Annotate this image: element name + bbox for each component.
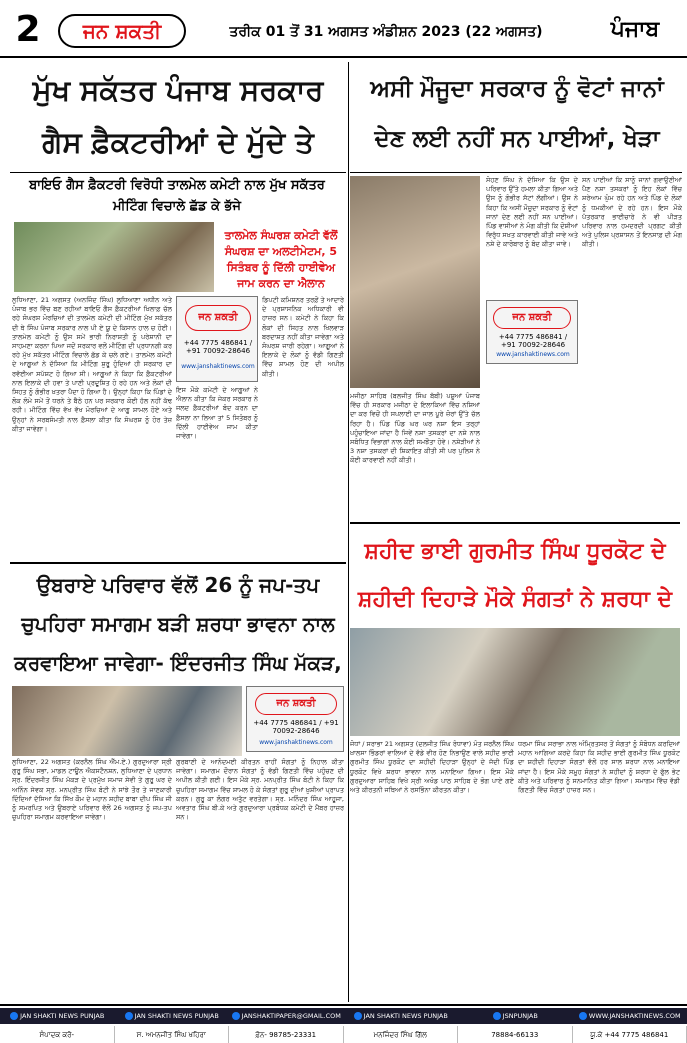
advert-phone: +44 7775 486841 / +91 70092-28646 (183, 339, 253, 355)
social-link[interactable]: JAN SHAKTI NEWS PUNJAB (344, 1008, 459, 1024)
section-title: ਪੰਜਾਬ (610, 17, 660, 42)
story4-body-column: ਲੁਧਿਆਣਾ, 22 ਅਗਸਤ (ਕਰਨੈਲ ਸਿੰਘ ਐੱਮ.ਏ.) ਗੁਰਦੁਆਰਾ ਸ੍ਰੀ ਗੁਰੂ ਸਿੰਘ ਸਭਾ, ਮਾਡਲ ਟਾਊਨ ਐਕਸਟੈਨਸ਼ਨ, ਲੁਧਿਆਣਾ ਦੇ ਪ੍ਰਧਾਨ ਸ੍ਰ. ਇੰਦਰਜੀਤ ਸਿੰਘ ਮੱਕੜ ਦੇ ਪ੍ਰਮੁੱਖ ਸਮਾਜ ਸੇਵੀ ਤੇ ਗੁਰੂ ਘਰ ਦੇ ਅਨਿੰਨ ਸੇਵਕ ਸ੍ਰ. ਮਨਪ੍ਰੀਤ ਸਿੰਘ ਬੰਟੀ ਨੇ ਸਾਂਝੇ ਤੌਰ ਤੇ ਜਾਣਕਾਰੀ ਦਿੰਦਿਆਂ ਦੱਸਿਆ ਕਿ ਸਿੱਖ ਕੌਮ ਦੇ ਮਹਾਨ ਸ਼ਹੀਦ ਬਾਬਾ ਦੀਪ ਸਿੰਘ ਜੀ ਨੂੰ ਸਮਰਪਿਤ ਅਤੇ ਉਬਰਾਏ ਪਰਿਵਾਰ ਵੱਲੋਂ 26 ਅਗਸਤ ਨੂੰ ਜਪ-ਤਪ ਚੁਪਹਿਰਾ ਸਮਾਗਮ ਕਰਵਾਇਆ ਜਾਵੇਗਾ। (12, 758, 172, 822)
advert-box[interactable] (486, 300, 578, 364)
story3-headline[interactable]: ਸ਼ਹੀਦ ਭਾਈ ਗੁਰਮੀਤ ਸਿੰਘ ਧੂਰਕੋਟ ਦੇ ਸ਼ਹੀਦੀ ਦਿਹਾੜੇ ਮੌਕੇ ਸੰਗਤਾਂ ਨੇ ਸ਼ਰਧਾ ਦੇ (350, 522, 680, 624)
story1-subhead: ਬਾਇਓ ਗੈਸ ਫ਼ੈਕਟਰੀ ਵਿਰੋਧੀ ਤਾਲਮੇਲ ਕਮੇਟੀ ਨਾਲ ਮੁੱਖ ਸਕੱਤਰ ਮੀਟਿੰਗ ਵਿਚਾਲੇ ਛੱਡ ਕੇ ਭੱਜੇ (29, 178, 325, 214)
masthead (0, 0, 687, 58)
credit-item: ਮਨਜਿੰਦਰ ਸਿੰਘ ਗਿੱਲ (344, 1026, 459, 1043)
dateline: ਤਰੀਕ 01 ਤੋਂ 31 ਅਗਸਤ ਅੰਡੀਸ਼ਨ 2023 (22 ਅਗਸਤ) (229, 24, 543, 40)
mail-icon (232, 1012, 240, 1020)
credit-item: ਫ਼ੋਨ- 98785-23331 (229, 1026, 344, 1043)
story1-body-column: ਡਿਪਟੀ ਕਮਿਸ਼ਨਰ ਤਰਫ਼ੋਂ ਤੇ ਆਦਾਰੇ ਦੇ ਪ੍ਰਸ਼ਾਸਨਿਕ ਅਧਿਕਾਰੀ ਵੀ ਹਾਜ਼ਰ ਸਨ। ਕਮੇਟੀ ਨੇ ਕਿਹਾ ਕਿ ਲੋਕਾਂ ਦੀ ਸਿਹਤ ਨਾਲ ਖਿਲਵਾੜ ਬਰਦਾਸ਼ਤ ਨਹੀਂ ਕੀਤਾ ਜਾਵੇਗਾ ਅਤੇ ਸੰਘਰਸ਼ ਜਾਰੀ ਰਹੇਗਾ। ਆਗੂਆਂ ਨੇ ਇਲਾਕੇ ਦੇ ਲੋਕਾਂ ਨੂੰ ਵੱਡੀ ਗਿਣਤੀ ਵਿੱਚ ਸ਼ਾਮਲ ਹੋਣ ਦੀ ਅਪੀਲ ਕੀਤੀ। (262, 296, 344, 378)
story3-photo (350, 628, 680, 736)
story2-body-column: ਮਜੀਠਾ ਸਾਹਿਬ (ਬਲਜੀਤ ਸਿੰਘ ਬੱਬੀ) ਪਸ਼ੂਆਂ ਪੰਜਾਬ ਵਿੱਚ ਹੀ ਸਰਕਾਰ ਮਜੀਠਾ ਦੇ ਇਲਾਕਿਆਂ ਵਿੱਚ ਨਸ਼ਿਆਂ ਦਾ ਕਰ ਵਿਚੋਂ ਹੀ ਸਪਲਾਈ ਦਾ ਜਾਲ ਪੂਰੇ ਜ਼ੋਰਾਂ ਉੱਤੇ ਚੱਲ ਰਿਹਾ ਹੈ। ਪਿੰਡ ਪਿੰਡ ਘਰ ਘਰ ਨਸ਼ਾ ਇਸ ਤਰ੍ਹਾਂ ਪਹੁੰਚਾਇਆ ਜਾਂਦਾ ਹੈ ਜਿਵੇਂ ਨਸ਼ਾ ਤਸਕਰਾਂ ਦਾ ਨਸ਼ੇ ਨਾਲ ਸਬੰਧਿਤ ਵਿਭਾਗਾਂ ਨਾਲ ਕੋਈ ਸਮਝੌਤਾ ਹੋਵੇ। ਨਸ਼ੇੜੀਆਂ ਨੇ 3 ਨਸ਼ਾ ਤਸਕਰਾਂ ਦੀ ਸ਼ਿਕਾਇਤ ਕੀਤੀ ਸੀ ਪਰ ਪੁਲਿਸ ਨੇ ਕੋਈ ਕਾਰਵਾਈ ਨਹੀਂ ਕੀਤੀ। (350, 392, 480, 465)
globe-icon (579, 1012, 587, 1020)
facebook-icon (10, 1012, 18, 1020)
story2-photo (350, 176, 480, 388)
story2-body-column: ਸੋਹਣ ਸਿੰਘ ਨੇ ਦੱਸਿਆ ਕਿ ਉਸ ਦੇ ਪਰਿਵਾਰ ਉੱਤੇ ਹਮਲਾ ਕੀਤਾ ਗਿਆ ਅਤੇ ਉਸ ਨੂੰ ਗੰਭੀਰ ਸੱਟਾਂ ਲੱਗੀਆਂ। ਉਸ ਨੇ ਕਿਹਾ ਕਿ ਅਸੀਂ ਮੌਜੂਦਾ ਸਰਕਾਰ ਨੂੰ ਵੋਟਾਂ ਜਾਨਾਂ ਦੇਣ ਲਈ ਨਹੀਂ ਸਨ ਪਾਈਆਂ। ਪਿੰਡ ਵਾਸੀਆਂ ਨੇ ਮੰਗ ਕੀਤੀ ਕਿ ਦੋਸ਼ੀਆਂ ਵਿਰੁੱਧ ਸਖ਼ਤ ਕਾਰਵਾਈ ਕੀਤੀ ਜਾਵੇ ਅਤੇ ਨਸ਼ੇ ਦੇ ਕਾਰੋਬਾਰ ਨੂੰ ਬੰਦ ਕੀਤਾ ਜਾਵੇ। (486, 176, 578, 249)
advert-website[interactable]: www.janshaktinews.com (496, 351, 570, 358)
social-link[interactable]: JSNPUNJAB (458, 1008, 573, 1024)
credit-item: ਯੂ.ਕੇ +44 7775 486841 (573, 1026, 687, 1043)
social-link[interactable]: JAN SHAKTI NEWS PUNJAB (115, 1008, 230, 1024)
credits-bar (0, 1026, 687, 1043)
advert-logo: ਜਨ ਸ਼ਕਤੀ (493, 307, 571, 329)
story3-body-column: ਜੋਧਾਂ / ਸਰਾਭਾ 21 ਅਗਸਤ (ਦਲਜੀਤ ਸਿੰਘ ਰੰਧਾਵਾ) ਮੰਤ ਜਰਨੈਲ ਸਿੰਘ ਖ਼ਾਲਸਾ ਭਿੰਡਰਾਂ ਵਾਲਿਆਂ ਦੇ ਵੱਡੇ ਵੀਰ ਹੋਣ ਨਿਭਾਉਣ ਵਾਲੇ ਸਹੀਦ ਭਾਈ ਗੁਰਮੀਤ ਸਿੰਘ ਧੂਰਕੋਟ ਦਾ ਸ਼ਹੀਦੀ ਦਿਹਾੜਾ ਉਨ੍ਹਾਂ ਦੇ ਜੱਦੀ ਪਿੰਡ ਧੂਰਕੋਟ ਵਿਖੇ ਸ਼ਰਧਾ ਭਾਵਨਾ ਨਾਲ ਮਨਾਇਆ ਗਿਆ। ਇਸ ਮੌਕੇ ਗੁਰਦੁਆਰਾ ਸਾਹਿਬ ਵਿਖੇ ਸ੍ਰੀ ਅਖੰਡ ਪਾਠ ਸਾਹਿਬ ਦੇ ਭੋਗ ਪਾਏ ਗਏ ਅਤੇ ਕੀਰਤਨੀ ਜਥਿਆਂ ਨੇ ਰਸਭਿੰਨਾ ਕੀਰਤਨ ਕੀਤਾ। (350, 740, 514, 795)
headline-divider (10, 172, 346, 173)
story4-photo (12, 686, 242, 756)
story1-body-column: ਲੁਧਿਆਣਾ, 21 ਅਗਸਤ (ਅਨਜਿੰਦ ਸਿੰਘ) ਲੁਧਿਆਣਾ ਅਧੀਨ ਅਤੇ ਪੰਜਾਬ ਭਰ ਵਿੱਚ ਬਣ ਰਹੀਆਂ ਬਾਇਓ ਗੈਸ ਫ਼ੈਕਟਰੀਆਂ ਖ਼ਿਲਾਫ਼ ਚੱਲ ਰਹੇ ਸੰਘਰਸ਼ ਮੋਰਚਿਆਂ ਦੀ ਤਾਲਮੇਲ ਕਮੇਟੀ ਦੀ ਮੀਟਿੰਗ ਮੁੱਖ ਸਕੱਤਰ ਦੀ ਥੇ ਸਿੰਘ ਪੰਜਾਬ ਸਰਕਾਰ ਨਾਲ ਪੀ ਏ ਯੂ ਦੇ ਕਿਸਾਨ ਹਾਲ ਚ ਹੋਈ। ਤਾਲਮੇਲ ਕਮੇਟੀ ਨੂੰ ਉਸ ਸਮੇਂ ਭਾਰੀ ਨਿਰਾਸ਼ਤੀ ਨੂੰ ਪਰੇਸ਼ਾਨੀ ਦਾ ਸਾਹਮਣਾ ਕਰਨਾ ਪਿਆ ਜਦੋਂ ਸਰਕਾਰ ਵਲੋਂ ਮੀਟਿੰਗ ਦੀ ਪ੍ਰਧਾਨਗੀ ਕਰ ਰਹੇ ਮੁੱਖ ਸਕੱਤਰ ਮੀਟਿੰਗ ਵਿਚਾਲੇ ਛੱਡ ਕੇ ਚਲੇ ਗਏ। ਤਾਲਮੇਲ ਕਮੇਟੀ ਦੇ ਆਗੂਆਂ ਨੇ ਦੱਸਿਆ ਕਿ ਮੀਟਿੰਗ ਸ਼ੁਰੂ ਹੁੰਦਿਆਂ ਹੀ ਸਰਕਾਰ ਦਾ ਰਵੱਈਆ ਸਪੱਸ਼ਟ ਹੋ ਗਿਆ ਸੀ। ਆਗੂਆਂ ਨੇ ਕਿਹਾ ਕਿ ਫ਼ੈਕਟਰੀਆਂ ਨਾਲ ਇਲਾਕੇ ਦੀ ਹਵਾ ਤੇ ਪਾਣੀ ਪ੍ਰਦੂਸ਼ਿਤ ਹੋ ਰਹੇ ਹਨ ਅਤੇ ਲੋਕਾਂ ਦੀ ਸਿਹਤ ਨੂੰ ਗੰਭੀਰ ਖ਼ਤਰਾ ਪੈਦਾ ਹੋ ਗਿਆ ਹੈ। ਉਨ੍ਹਾਂ ਕਿਹਾ ਕਿ ਪਿੰਡਾਂ ਦੇ ਲੋਕ ਲੰਮੇ ਸਮੇਂ ਤੋਂ ਧਰਨੇ ਤੇ ਬੈਠੇ ਹਨ ਪਰ ਸਰਕਾਰ ਕੋਈ ਹੱਲ ਨਹੀਂ ਕੱਢ ਰਹੀ। ਮੀਟਿੰਗ ਵਿੱਚ ਵੱਖ ਵੱਖ ਮੋਰਚਿਆਂ ਦੇ ਆਗੂ ਸ਼ਾਮਲ ਹੋਏ ਅਤੇ ਉਨ੍ਹਾਂ ਨੇ ਸਰਬਸੰਮਤੀ ਨਾਲ ਫ਼ੈਸਲਾ ਕੀਤਾ ਕਿ ਸੰਘਰਸ਼ ਨੂੰ ਹੋਰ ਤੇਜ਼ ਕੀਤਾ ਜਾਵੇਗਾ। (12, 296, 172, 433)
headline-divider (350, 172, 682, 173)
column-divider (348, 62, 349, 1002)
social-bar (0, 1008, 687, 1024)
credit-item: ਸੰਪਾਦਕ ਕਰੋ- (0, 1026, 115, 1043)
advert-phone: +44 7775 486841 / +91 70092-28646 (253, 719, 339, 735)
advert-website[interactable]: www.janshaktinews.com (259, 739, 333, 746)
credit-item: ਸ. ਅਮਨਜੀਤ ਸਿੰਘ ਖਹਿਰਾ (115, 1026, 230, 1043)
page-number: 2 (15, 9, 41, 50)
story2-headline[interactable]: ਅਸੀ ਮੌਜੂਦਾ ਸਰਕਾਰ ਨੂੰ ਵੋਟਾਂ ਜਾਨਾਂ ਦੇਣ ਲਈ ਨਹੀਂ ਸਨ ਪਾਈਆਂ, ਖੇੜਾ (370, 76, 664, 152)
story4-body-column: ਗੁਰਬਾਣੀ ਦੇ ਆਨੰਦਮਈ ਕੀਰਤਨ ਰਾਹੀਂ ਸੰਗਤਾਂ ਨੂੰ ਨਿਹਾਲ ਕੀਤਾ ਜਾਵੇਗਾ। ਸਮਾਗਮ ਦੌਰਾਨ ਸੰਗਤਾਂ ਨੂੰ ਵੱਡੀ ਗਿਣਤੀ ਵਿੱਚ ਪਹੁੰਚਣ ਦੀ ਅਪੀਲ ਕੀਤੀ ਗਈ। ਇਸ ਮੌਕੇ ਸ੍ਰ. ਮਨਪ੍ਰੀਤ ਸਿੰਘ ਬੰਟੀ ਨੇ ਕਿਹਾ ਕਿ ਚੁਪਹਿਰਾ ਸਮਾਗਮ ਵਿੱਚ ਸ਼ਾਮਲ ਹੋ ਕੇ ਸੰਗਤਾਂ ਗੁਰੂ ਦੀਆਂ ਖ਼ੁਸ਼ੀਆਂ ਪ੍ਰਾਪਤ ਕਰਨ। ਗੁਰੂ ਕਾ ਲੰਗਰ ਅਤੁੱਟ ਵਰਤੇਗਾ। ਸ੍ਰ. ਮਨਿੰਦਰ ਸਿੰਘ ਆਹੂਜਾ, ਅਵਤਾਰ ਸਿੰਘ ਬੀ.ਕੇ ਅਤੇ ਗੁਰਦੁਆਰਾ ਪ੍ਰਬੰਧਕ ਕਮੇਟੀ ਦੇ ਮੈਂਬਰ ਹਾਜ਼ਰ ਸਨ। (176, 758, 344, 822)
story3-body-column: ਧਰਮਾ ਸਿੰਘ ਸਰਾਭਾ ਨਾਲ ਅੰਮ੍ਰਿਤਸਰ ਤੋਂ ਸੰਗਤਾਂ ਨੂੰ ਸੰਬੋਧਨ ਕਰਦਿਆਂ ਮਹਾਨ ਆਗਿਆ ਕਰਦੇ ਕਿਹਾ ਕਿ ਸ਼ਹੀਦ ਭਾਈ ਗੁਰਮੀਤ ਸਿੰਘ ਧੂਰਕੋਟ ਦਾ ਸ਼ਹੀਦੀ ਦਿਹਾੜਾ ਸੰਗਤਾਂ ਵੱਲੋਂ ਹਰ ਸਾਲ ਸ਼ਰਧਾ ਨਾਲ ਮਨਾਇਆ ਜਾਂਦਾ ਹੈ। ਇਸ ਮੌਕੇ ਸਮੂਹ ਸੰਗਤਾਂ ਨੇ ਸ਼ਹੀਦਾਂ ਨੂੰ ਸ਼ਰਧਾ ਦੇ ਫੁੱਲ ਭੇਟ ਕੀਤੇ ਅਤੇ ਪਰਿਵਾਰ ਨੂੰ ਸਨਮਾਨਿਤ ਕੀਤਾ ਗਿਆ। ਸਮਾਗਮ ਵਿੱਚ ਵੱਡੀ ਗਿਣਤੀ ਵਿੱਚ ਸੰਗਤਾਂ ਹਾਜ਼ਰ ਸਨ। (518, 740, 680, 795)
advert-logo: ਜਨ ਸ਼ਕਤੀ (255, 693, 337, 715)
advert-logo: ਜਨ ਸ਼ਕਤੀ (185, 305, 251, 331)
social-link[interactable]: JANSHAKTIPAPER@GMAIL.COM (229, 1008, 344, 1024)
story4-headline[interactable]: ਉਬਰਾਏ ਪਰਿਵਾਰ ਵੱਲੋਂ 26 ਨੂੰ ਜਪ-ਤਪ ਚੁਪਹਿਰਾ ਸਮਾਗਮ ਬੜੀ ਸ਼ਰਧਾ ਭਾਵਨਾ ਨਾਲ ਕਰਵਾਇਆ ਜਾਵੇਗਾ- ਇੰਦਰਜੀਤ ਸਿੰਘ ਮੱਕੜ, (10, 562, 346, 682)
story1-body-column: ਇਸ ਮੌਕੇ ਕਮੇਟੀ ਦੇ ਆਗੂਆਂ ਨੇ ਐਲਾਨ ਕੀਤਾ ਕਿ ਜੇਕਰ ਸਰਕਾਰ ਨੇ ਜਲਦ ਫ਼ੈਕਟਰੀਆਂ ਬੰਦ ਕਰਨ ਦਾ ਫ਼ੈਸਲਾ ਨਾ ਲਿਆ ਤਾਂ 5 ਸਿਤੰਬਰ ਨੂੰ ਦਿੱਲੀ ਹਾਈਵੇਅ ਜਾਮ ਕੀਤਾ ਜਾਵੇਗਾ। (176, 386, 258, 441)
story1-headline[interactable]: ਮੁੱਖ ਸਕੱਤਰ ਪੰਜਾਬ ਸਰਕਾਰ ਗੈਸ ਫ਼ੈਕਟਰੀਆਂ ਦੇ ਮੁੱਦੇ ਤੇ (32, 73, 324, 159)
story2-body-column: ਸਨ ਪਾਈਆਂ ਕਿ ਸਾਨੂੰ ਜਾਨਾਂ ਗਵਾਉਣੀਆਂ ਪੈਣ ਨਸ਼ਾ ਤਸਕਰਾਂ ਨੂੰ ਇਹ ਲੋਕਾਂ ਵਿੱਚ ਸ਼ਰੇਆਮ ਘੁੰਮ ਰਹੇ ਹਨ ਅਤੇ ਪਿੰਡ ਦੇ ਲੋਕਾਂ ਨੂੰ ਧਮਕੀਆਂ ਦੇ ਰਹੇ ਹਨ। ਇਸ ਮੌਕੇ ਪੱਤਰਕਾਰ ਭਾਈਚਾਰੇ ਨੇ ਵੀ ਪੀੜਤ ਪਰਿਵਾਰ ਨਾਲ ਹਮਦਰਦੀ ਪ੍ਰਗਟ ਕੀਤੀ ਅਤੇ ਪੁਲਿਸ ਪ੍ਰਸ਼ਾਸਨ ਤੋਂ ਇਨਸਾਫ਼ ਦੀ ਮੰਗ ਕੀਤੀ। (582, 176, 682, 249)
advert-website[interactable]: www.janshaktinews.com (181, 363, 255, 370)
newspaper-logo[interactable]: ਜਨ ਸ਼ਕਤੀ (58, 14, 186, 48)
story1-photo (14, 222, 214, 292)
footer (0, 1004, 687, 1043)
story1-caption: ਤਾਲਮੇਲ ਸੰਘਰਸ਼ ਕਮੇਟੀ ਵੱਲੋਂ ਸੰਘਰਸ਼ ਦਾ ਅਲਟੀਮੇਟਮ, 5 ਸਿਤੰਬਰ ਨੂੰ ਦਿੱਲੀ ਹਾਈਵੇਅ ਜਾਮ ਕਰਨ ਦਾ ਐਲਾਨ (224, 229, 338, 290)
credit-item: 78884-66133 (458, 1026, 573, 1043)
social-link[interactable]: WWW.JANSHAKTINEWS.COM (573, 1008, 687, 1024)
advert-box[interactable] (176, 296, 258, 382)
advert-box[interactable] (246, 686, 344, 752)
twitter-icon (493, 1012, 501, 1020)
social-link[interactable]: JAN SHAKTI NEWS PUNJAB (0, 1008, 115, 1024)
youtube-icon (354, 1012, 362, 1020)
advert-phone: +44 7775 486841 / +91 70092-28646 (498, 333, 568, 349)
facebook-icon (125, 1012, 133, 1020)
